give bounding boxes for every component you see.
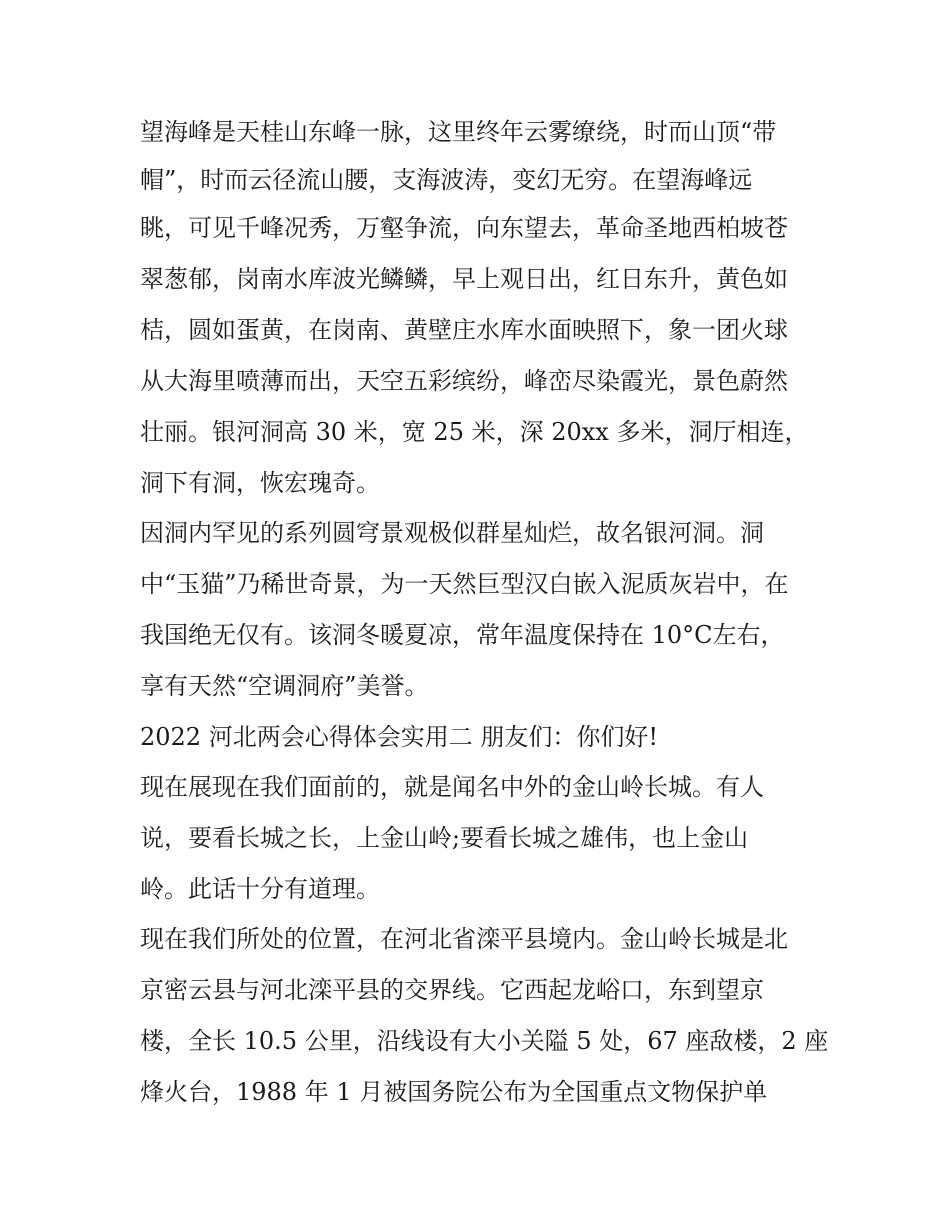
text-line: 桔，圆如蛋黄，在岗南、黄壁庄水库水面映照下，象一团火球 [140,316,788,344]
text-line: 帽”，时而云径流山腰，支海波涛，变幻无穷。在望海峰远 [140,166,753,194]
text-line: 中“玉猫”乃稀世奇景，为一天然巨型汉白嵌入泥质灰岩中，在 [140,570,789,598]
text-line: 岭。此话十分有道理。 [140,875,380,903]
text-line: 壮丽。银河洞高 30 米，宽 25 米，深 20xx 多米，洞厅相连， [140,418,809,446]
text-line: 2022 河北两会心得体会实用二 朋友们：你们好! [140,723,658,751]
text-line: 望海峰是天桂山东峰一脉，这里终年云雾缭绕，时而山顶“带 [140,118,777,146]
text-line: 我国绝无仅有。该洞冬暖夏凉，常年温度保持在 10°C左右， [140,621,785,649]
text-line: 享有天然“空调洞府”美誉。 [140,672,429,700]
text-line: 说，要看长城之长，上金山岭;要看长城之雄伟，也上金山 [140,824,749,852]
text-line: 洞下有洞，恢宏瑰奇。 [140,469,380,497]
text-line: 从大海里喷薄而出，天空五彩缤纷，峰峦尽染霞光，景色蔚然 [140,367,788,395]
text-line: 烽火台，1988 年 1 月被国务院公布为全国重点文物保护单 [140,1078,768,1106]
text-line: 眺，可见千峰况秀，万壑争流，向东望去，革命圣地西柏坡苍 [140,214,788,242]
text-line: 因洞内罕见的系列圆穹景观极似群星灿烂，故名银河洞。洞 [140,519,764,547]
text-line: 京密云县与河北滦平县的交界线。它西起龙峪口，东到望京 [140,976,764,1004]
text-line: 楼，全长 10.5 公里，沿线设有大小关隘 5 处，67 座敌楼，2 座 [140,1027,829,1055]
text-line: 现在展现在我们面前的，就是闻名中外的金山岭长城。有人 [140,773,764,801]
text-line: 现在我们所处的位置，在河北省滦平县境内。金山岭长城是北 [140,925,788,953]
text-line: 翠葱郁，岗南水库波光鳞鳞，早上观日出，红日东升，黄色如 [140,265,788,293]
